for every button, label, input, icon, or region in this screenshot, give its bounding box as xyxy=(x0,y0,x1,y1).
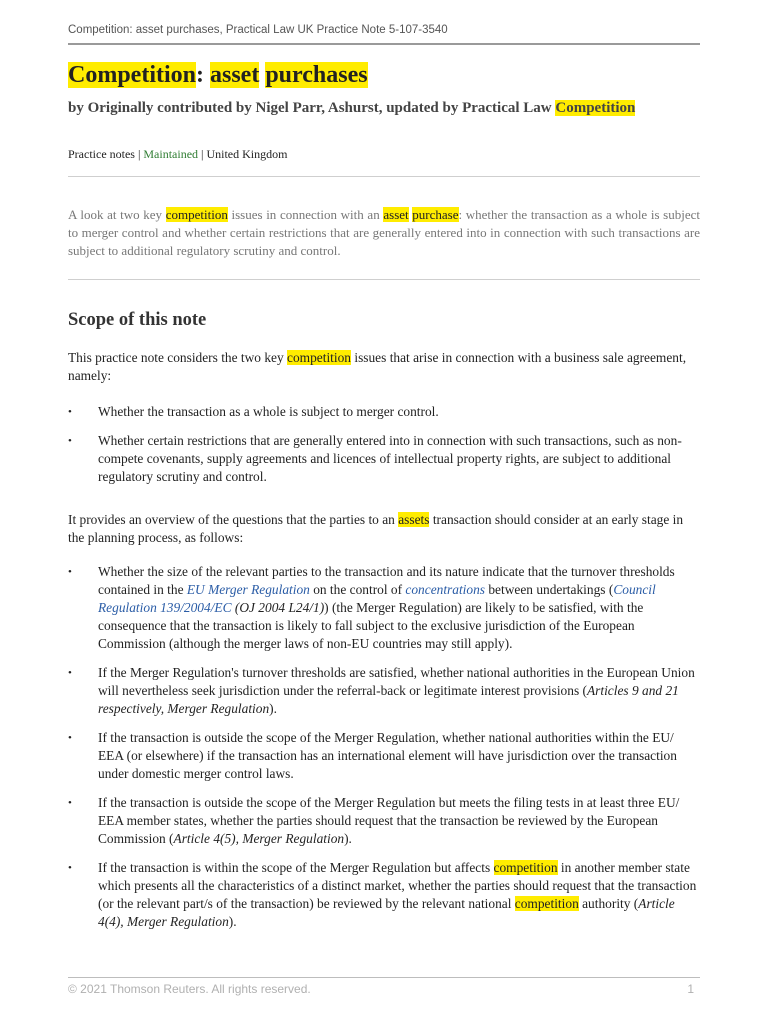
jurisdiction: United Kingdom xyxy=(206,147,288,161)
title-colon: : xyxy=(196,62,210,88)
meta-separator: | xyxy=(198,147,207,161)
q-text: If the transaction is within the scope of the Merger Regulation but affects xyxy=(98,860,494,875)
abstract-text: issues in connection with an xyxy=(227,207,384,222)
list-item xyxy=(68,729,700,783)
intro-text: issues that arise in connection with a business sale agreement, namely: xyxy=(68,350,687,383)
council-regulation-link[interactable]: Council Regulation 139/2004/EC xyxy=(98,582,656,615)
page-footer xyxy=(68,982,700,996)
list-item xyxy=(68,794,700,848)
q-text: between undertakings ( xyxy=(485,582,614,597)
list-item: • Whether the transaction as a whole is subject to merger control. xyxy=(68,403,700,421)
overview-paragraph xyxy=(68,511,700,547)
abstract-highlight: asset xyxy=(383,207,409,222)
q-highlight: competition xyxy=(514,896,579,911)
q-text: ). xyxy=(344,831,352,846)
byline xyxy=(68,100,635,117)
running-header: Competition: asset purchases, Practical Law UK Practice Note 5-107-3540 xyxy=(68,24,448,36)
list-item xyxy=(68,859,700,931)
abstract-highlight: competition xyxy=(165,207,228,222)
section-heading: Scope of this note xyxy=(68,310,207,330)
list-item: • Whether certain restrictions that are generally entered into in connection with such transactions, such as non-compete covenants, supply agreements and licences of intellectual property rights, are subject to additional regulatory scrutiny and control. xyxy=(68,432,700,486)
q-text: ). xyxy=(269,701,277,716)
document-title xyxy=(68,62,368,89)
byline-highlight: Competition xyxy=(555,100,636,116)
list-item xyxy=(68,664,700,718)
title-highlight: purchases xyxy=(265,62,368,88)
byline-text: by Originally contributed by Nigel Parr, Ashurst, updated by Practical Law xyxy=(68,100,556,116)
q-text: ) (the Merger Regulation) are likely to be satisfied, with the consequence that the transaction is likely to fall subject to the exclusive jurisdiction of the European Commission (although the merger laws of non-EU countries may still apply). xyxy=(98,600,644,651)
abstract-highlight: purchase xyxy=(412,207,459,222)
meta-separator: | xyxy=(134,147,144,161)
title-highlight: asset xyxy=(210,62,260,88)
q-text: ). xyxy=(228,914,237,929)
eu-merger-regulation-link[interactable]: EU Merger Regulation xyxy=(186,582,310,597)
page-number: 1 xyxy=(687,982,694,996)
abstract-divider xyxy=(68,279,700,280)
overview-text: It provides an overview of the questions that the parties to an xyxy=(68,512,399,527)
copyright: © 2021 Thomson Reuters. All rights reserved. xyxy=(68,982,311,996)
document-meta xyxy=(68,147,287,162)
q-text: If the Merger Regulation's turnover thresholds are satisfied, whether national authorities in the European Union will nevertheless seek jurisdiction under the referral-back or legitimate interest provisions ( xyxy=(98,665,695,698)
citation: Article 4(4), Merger Regulation xyxy=(98,896,675,929)
citation: Article 4(5), Merger Regulation xyxy=(173,831,345,846)
status-maintained: Maintained xyxy=(143,147,199,161)
intro-highlight: competition xyxy=(287,350,351,365)
title-highlight: Competition xyxy=(68,62,196,88)
citation: Articles 9 and 21 respectively, Merger Regulation xyxy=(98,683,679,716)
footer-divider xyxy=(68,977,700,978)
q-highlight: competition xyxy=(493,860,558,875)
intro-paragraph xyxy=(68,349,700,385)
abstract-text: : whether the transaction as a whole is subject to merger control and whether certain restrictions that are generally entered into in connection with such transactions are subject to additional regulatory scrutiny and control. xyxy=(68,207,701,258)
abstract-text: A look at two key xyxy=(68,207,166,222)
citation: (OJ 2004 L24/1) xyxy=(234,600,325,615)
abstract xyxy=(68,206,700,260)
meta-divider xyxy=(68,176,700,177)
overview-highlight: assets xyxy=(398,512,430,527)
q-text: Whether the size of the relevant parties to the transaction and its nature indicate that the turnover thresholds contained in the xyxy=(98,564,675,597)
q-text: in another member state which presents all the characteristics of a distinct market, whether the parties should request that the transaction (or the relevant part/s of the transaction) be reviewed by the relevant national xyxy=(98,860,697,911)
q-text: authority ( xyxy=(578,896,639,911)
questions-bullet-list xyxy=(68,563,700,942)
list-item xyxy=(68,563,700,653)
concentrations-link[interactable]: concentrations xyxy=(405,582,486,597)
doc-type: Practice notes xyxy=(68,147,135,161)
intro-text: This practice note considers the two key xyxy=(68,350,288,365)
header-divider xyxy=(68,43,700,45)
q-text: If the transaction is outside the scope of the Merger Regulation but meets the filing tests in at least three EU/ EEA member states, whether the parties should request that the transaction be reviewed by the European Commission ( xyxy=(98,795,680,846)
q-text: If the transaction is outside the scope of the Merger Regulation, whether national authorities within the EU/ EEA (or elsewhere) if the transaction has an international element will have jurisdiction over the transaction under domestic merger control laws. xyxy=(98,730,677,781)
scope-bullet-list xyxy=(68,403,700,497)
overview-text: transaction should consider at an early stage in the planning process, as follows: xyxy=(68,512,684,545)
q-text: on the control of xyxy=(309,582,406,597)
